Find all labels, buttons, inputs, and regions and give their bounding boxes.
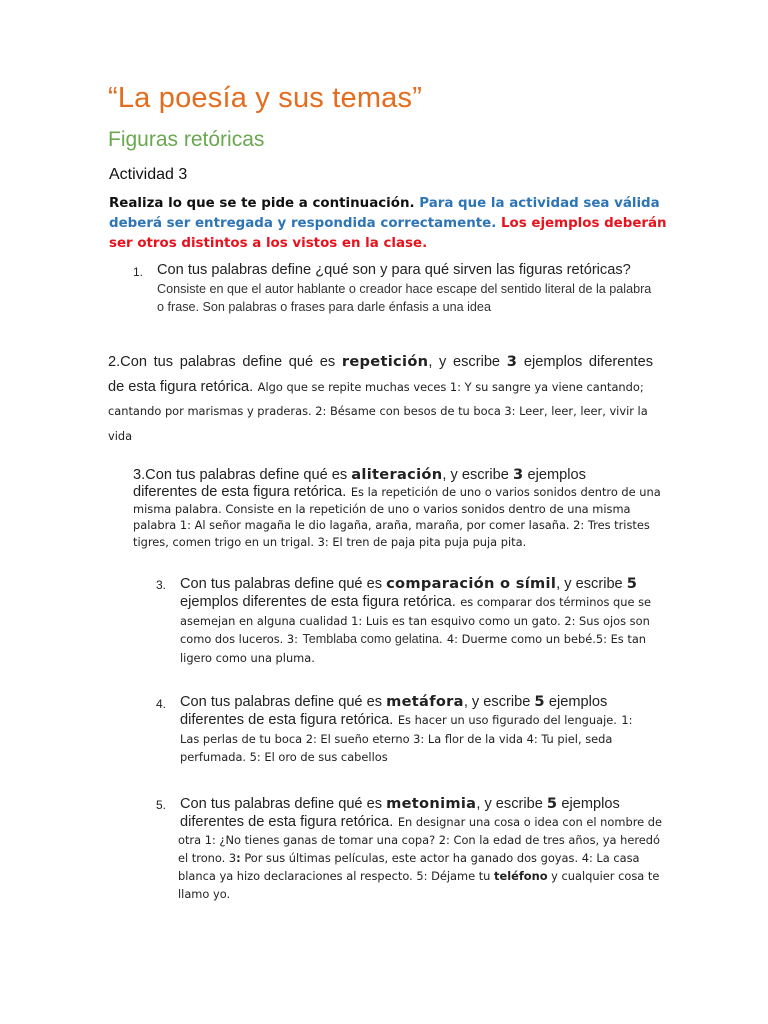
- q4-count: 5: [626, 575, 638, 592]
- q5-body: [180, 711, 642, 767]
- q5-line2: diferentes de esta figura retórica.: [180, 712, 394, 728]
- q4-term: comparación o símil: [386, 575, 557, 592]
- q2-mid: , y escribe: [428, 354, 507, 370]
- q3-line2: diferentes de esta figura retórica.: [133, 484, 347, 500]
- q6-pre: Con tus palabras define qué es: [180, 796, 387, 812]
- q6-body: [178, 813, 666, 903]
- q3-answer: Es la repetición de uno o varios sonidos dentro de una misma palabra. Consiste en la repetición de uno o varios sonidos dentro de una misma palabra 1: Al señor magaña le dio lagaña, araña, maraña, por comer lasaña. 2: Tres tristes tigres, comen trigo en un trigal. 3: El tren de paja pita puja puja pita.: [133, 485, 661, 549]
- q4-mid: , y escribe: [556, 576, 627, 592]
- q5-mid: , y escribe: [463, 694, 535, 710]
- q2-count: 3: [506, 353, 518, 370]
- q4-number: 3.: [156, 578, 167, 592]
- q6-line1: [180, 795, 620, 812]
- q1-answer: Consiste en que el autor hablante o creador hace escape del sentido literal de la palabra o frase. Son palabras o frases para darle énfasis a una idea: [157, 281, 652, 314]
- q2-answer-2: cantando por marismas y praderas. 2: Bésame con besos de tu boca 3: Leer, leer, leer, vivir la: [108, 404, 648, 418]
- q6-term: metonimia: [386, 795, 477, 812]
- q4-pre: Con tus palabras define qué es: [180, 576, 387, 592]
- q4-line1: [180, 575, 637, 592]
- q2-term: repetición: [341, 353, 429, 370]
- q2-line2-text: de esta figura retórica.: [108, 379, 254, 395]
- document-title: “La poesía y sus temas”: [108, 82, 423, 114]
- q3-line1: [133, 466, 586, 483]
- q4-answer-a: es comparar dos términos que se asemejan en alguna cualidad 1: Luis es tan esquivo como un gato. 2: Sus ojos son como dos luceros. 3:: [180, 595, 652, 646]
- q6-bold-word: teléfono: [494, 869, 548, 883]
- q2-post: ejemplos diferentes: [517, 354, 653, 370]
- q6-answer-b: Por sus últimas películas, este actor ha ganado dos goyas. 4: La casa blanca ya hizo declaraciones al respecto. 5: Déjame tu: [178, 851, 640, 883]
- q5-number: 4.: [156, 697, 167, 711]
- q2-line1: [108, 353, 653, 370]
- q6-colon: :: [236, 851, 241, 865]
- q3-post: ejemplos: [523, 467, 586, 483]
- q2-line2: [108, 378, 644, 396]
- q3-body: [133, 484, 661, 550]
- q6-post: ejemplos: [557, 796, 620, 812]
- q4-answer-b: Temblaba como gelatina.: [302, 632, 443, 646]
- question-1: [157, 261, 655, 317]
- q5-count: 5: [534, 693, 545, 710]
- activity-heading: Actividad 3: [109, 166, 188, 183]
- q2-answer-3: vida: [108, 429, 133, 443]
- instructions: [109, 194, 669, 254]
- instructions-black: Realiza lo que se te pide a continuación.: [109, 196, 415, 211]
- q5-pre: Con tus palabras define qué es: [180, 694, 387, 710]
- document-subtitle: Figuras retóricas: [108, 128, 265, 151]
- instructions-blue: Para que la actividad sea válida deberá ser entregada y respondida correctamente.: [109, 196, 660, 231]
- q5-line1: [180, 693, 607, 710]
- q6-answer-a: En designar una cosa o idea con el nombre de otra 1: ¿No tienes ganas de tomar una copa? 2: Con la edad de tres años, ya heredó el trono. 3: [178, 815, 662, 865]
- q6-mid: , y escribe: [476, 796, 547, 812]
- q6-answer-c: y cualquier cosa te llamo yo.: [178, 869, 660, 901]
- q6-line2: diferentes de esta figura retórica.: [180, 814, 394, 830]
- q4-line2: ejemplos diferentes de esta figura retórica.: [180, 594, 456, 610]
- q5-answer-b: 1: Las perlas de tu boca 2: El sueño eterno 3: La flor de la vida 4: Tu piel, seda perfumada. 5: El oro de sus cabellos: [180, 713, 633, 764]
- q5-answer-a: Es hacer un uso figurado del lenguaje.: [397, 713, 617, 727]
- q3-pre: 3.Con tus palabras define qué es: [133, 467, 352, 483]
- q4-answer-c: 4: Duerme como un bebé.5: Es tan ligero como una pluma.: [180, 632, 647, 665]
- q4-body: [180, 593, 658, 667]
- q3-count: 3: [512, 466, 524, 483]
- q2-answer-1: Algo que se repite muchas veces 1: Y su sangre ya viene cantando;: [257, 380, 644, 394]
- instructions-red: Los ejemplos deberán ser otros distintos a los vistos en la clase.: [109, 216, 667, 251]
- q5-term: metáfora: [386, 693, 464, 710]
- q5-post: ejemplos: [544, 694, 608, 710]
- q1-number: 1.: [133, 265, 144, 279]
- q2-pre: 2.Con tus palabras define qué es: [108, 354, 342, 370]
- q1-question: Con tus palabras define ¿qué son y para qué sirven las figuras retóricas?: [157, 262, 631, 278]
- q3-term: aliteración: [351, 466, 443, 483]
- q6-number: 5.: [156, 798, 167, 812]
- q6-count: 5: [546, 795, 558, 812]
- q3-mid: , y escribe: [442, 467, 513, 483]
